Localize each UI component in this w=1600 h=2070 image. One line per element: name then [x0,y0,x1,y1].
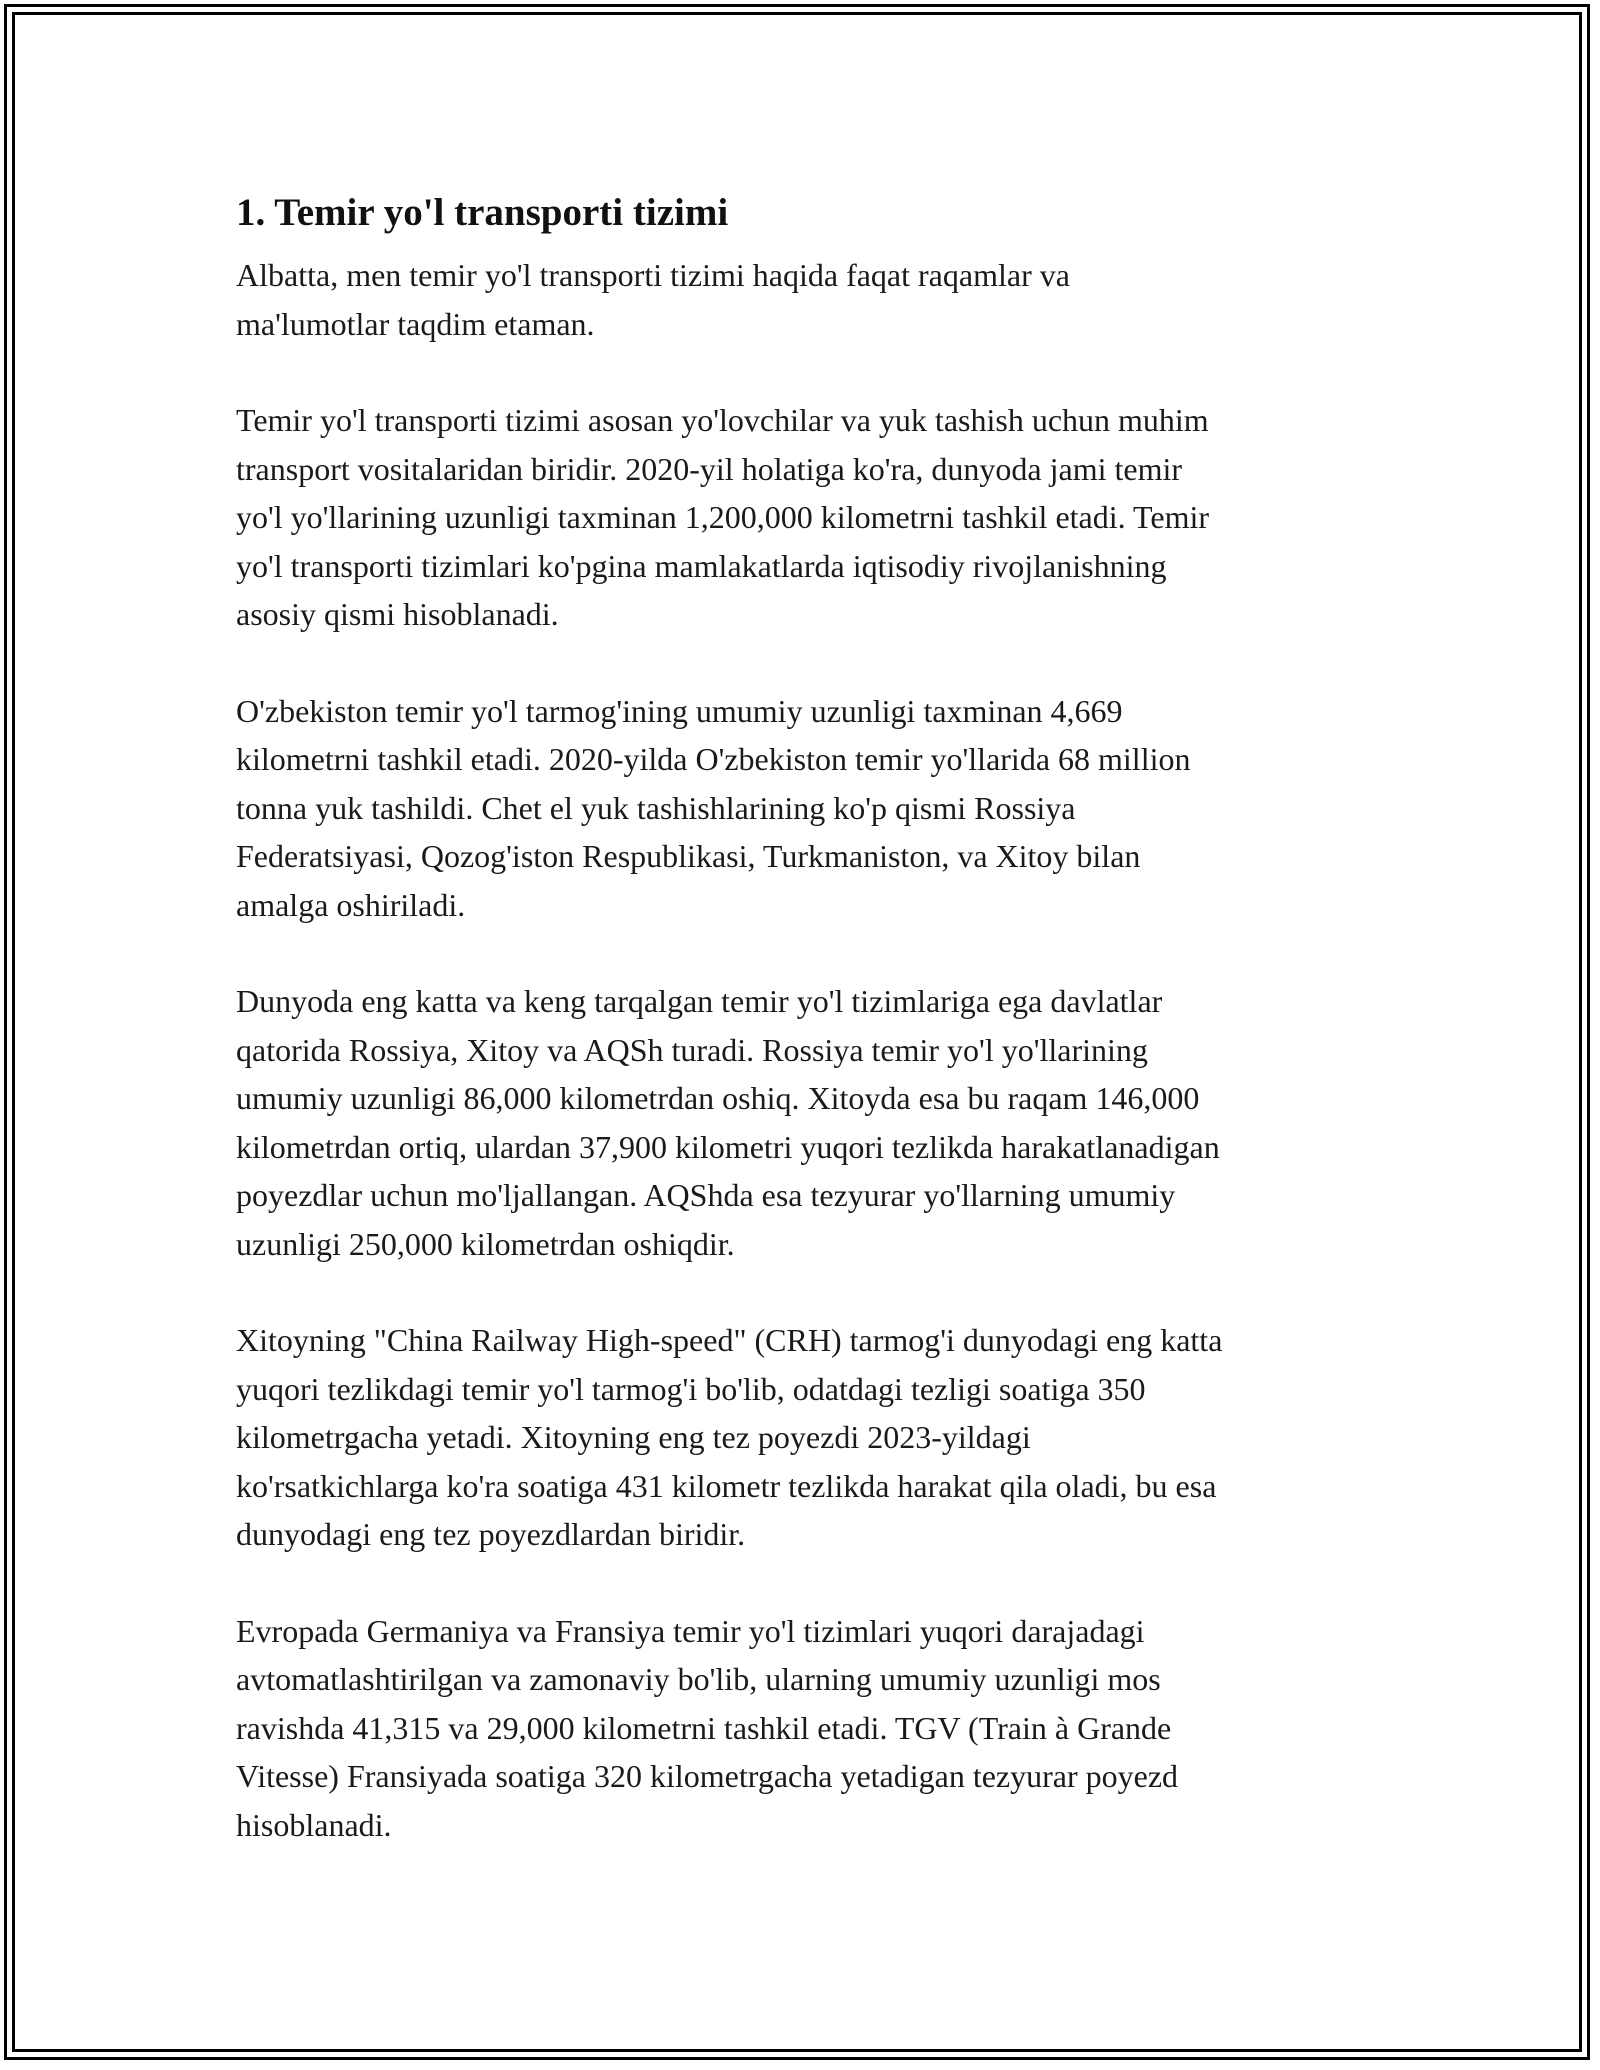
paragraph-china-crh: Xitoyning "China Railway High-speed" (CRH) tarmog'i dunyodagi eng katta yuqori tezlikdagi temir yo'l tarmog'i bo'lib, odatdagi tezligi soatiga 350 kilometrgacha yetadi. Xitoyning eng tez poyezdi 2023-yildagi ko'rsatkichlarga ko'ra soatiga 431 kilometr tezlikda harakat qila oladi, bu esa dunyodagi eng tez poyezdlardan biridir. [236,1322,1223,1552]
document-body [236,185,1376,1897]
paragraph-europe: Evropada Germaniya va Fransiya temir yo'l tizimlari yuqori darajadagi avtomatlashtirilgan va zamonaviy bo'lib, ularning umumiy uzunligi mos ravishda 41,315 va 29,000 kilometrni tashkil etadi. TGV (Train à Grande Vitesse) Fransiyada soatiga 320 kilometrgacha yetadigan tezyurar poyezd hisoblanadi. [236,1612,1179,1843]
paragraph-railway-overview: Temir yo'l transporti tizimi asosan yo'lovchilar va yuk tashish uchun muhim transport vositalaridan biridir. 2020-yil holatiga ko'ra, dunyoda jami temir yo'l yo'llarining uzunligi taxminan 1,200,000 kilometrni tashkil etadi. Temir yo'l transporti tizimlari ko'pgina mamlakatlarda iqtisodiy rivojlanishning asosiy qismi hisoblanadi. [236,402,1209,632]
paragraph-largest-networks: Dunyoda eng katta va keng tarqalgan temir yo'l tizimlariga ega davlatlar qatorida Rossiya, Xitoy va AQSh turadi. Rossiya temir yo'l yo'llarining umumiy uzunligi 86,000 kilometrdan oshiq. Xitoyda esa bu raqam 146,000 kilometrdan ortiq, ulardan 37,900 kilometri yuqori tezlikda harakatlanadigan poyezdlar uchun mo'ljallangan. AQShda esa tezyurar yo'llarning umumiy uzunligi 250,000 kilometrdan oshiqdir. [236,983,1220,1262]
paragraph-uzbekistan: O'zbekiston temir yo'l tarmog'ining umumiy uzunligi taxminan 4,669 kilometrni tashkil etadi. 2020-yilda O'zbekiston temir yo'llarida 68 million tonna yuk tashildi. Chet el yuk tashishlarining ko'p qismi Rossiya Federatsiyasi, Qozog'iston Respublikasi, Turkmaniston, va Xitoy bilan amalga oshiriladi. [236,692,1191,923]
paragraph-intro: Albatta, men temir yo'l transporti tizimi haqida faqat raqamlar va ma'lumotlar taqdim etaman. [236,257,1070,342]
document-title: 1. Temir yo'l transporti tizimi [236,191,729,234]
